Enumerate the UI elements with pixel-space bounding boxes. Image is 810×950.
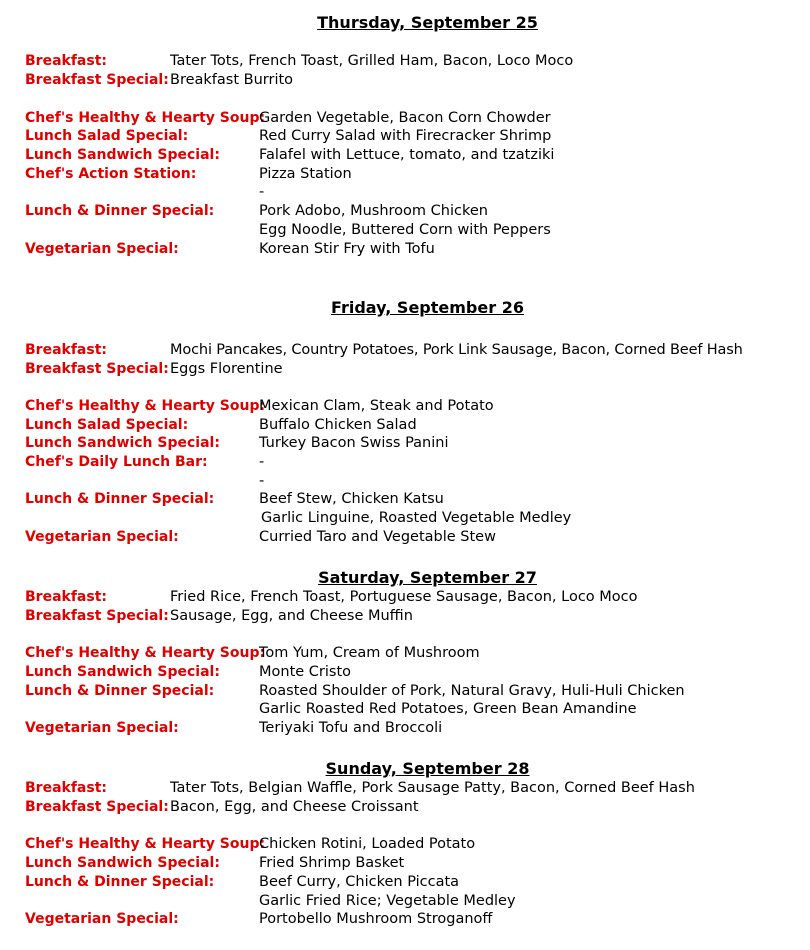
- soup-value: Chicken Rotini, Loaded Potato: [259, 836, 476, 852]
- sandwich-value: Fried Shrimp Basket: [259, 855, 405, 871]
- vegetarian-value: Korean Stir Fry with Tofu: [259, 241, 435, 257]
- salad-value: Red Curry Salad with Firecracker Shrimp: [259, 128, 552, 144]
- station-label: Chef's Action Station:: [25, 166, 197, 182]
- soup-value: Garden Vegetable, Bacon Corn Chowder: [259, 110, 551, 126]
- lunch-dinner-value: Beef Stew, Chicken Katsu: [259, 491, 444, 507]
- sandwich-value: Falafel with Lettuce, tomato, and tzatziki: [259, 147, 555, 163]
- vegetarian-value: Teriyaki Tofu and Broccoli: [259, 720, 443, 736]
- sandwich-value: Turkey Bacon Swiss Panini: [259, 435, 449, 451]
- sandwich-label: Lunch Sandwich Special:: [25, 147, 220, 163]
- sandwich-label: Lunch Sandwich Special:: [25, 664, 220, 680]
- lunch-dinner-label: Lunch & Dinner Special:: [25, 683, 215, 699]
- soup-label: Chef's Healthy & Hearty Soup:: [25, 398, 266, 414]
- vegetarian-value: Curried Taro and Vegetable Stew: [259, 529, 496, 545]
- breakfast-special-value: Breakfast Burrito: [170, 72, 294, 88]
- vegetarian-label: Vegetarian Special:: [25, 241, 179, 257]
- day-title: Saturday, September 27: [318, 568, 537, 587]
- vegetarian-label: Vegetarian Special:: [25, 911, 179, 927]
- soup-value: Mexican Clam, Steak and Potato: [259, 398, 494, 414]
- day-title: Thursday, September 25: [317, 13, 538, 32]
- lunch-bar-value: -: [259, 454, 265, 470]
- breakfast-special-label: Breakfast Special:: [25, 799, 169, 815]
- breakfast-special-value: Sausage, Egg, and Cheese Muffin: [170, 608, 413, 624]
- breakfast-value: Fried Rice, French Toast, Portuguese Sausage, Bacon, Loco Moco: [170, 589, 638, 605]
- day-title: Friday, September 26: [331, 298, 524, 317]
- lunch-dinner-value-2: Garlic Fried Rice; Vegetable Medley: [259, 893, 516, 909]
- breakfast-value: Tater Tots, French Toast, Grilled Ham, Bacon, Loco Moco: [170, 53, 574, 69]
- breakfast-label: Breakfast:: [25, 780, 107, 796]
- breakfast-special-label: Breakfast Special:: [25, 361, 169, 377]
- lunch-dinner-label: Lunch & Dinner Special:: [25, 874, 215, 890]
- lunch-bar-label: Chef's Daily Lunch Bar:: [25, 454, 208, 470]
- breakfast-special-value: Bacon, Egg, and Cheese Croissant: [170, 799, 419, 815]
- breakfast-label: Breakfast:: [25, 589, 107, 605]
- lunch-dinner-label: Lunch & Dinner Special:: [25, 203, 215, 219]
- breakfast-value: Tater Tots, Belgian Waffle, Pork Sausage Patty, Bacon, Corned Beef Hash: [170, 780, 695, 796]
- salad-label: Lunch Salad Special:: [25, 128, 189, 144]
- day-title: Sunday, September 28: [325, 759, 530, 778]
- breakfast-value: Mochi Pancakes, Country Potatoes, Pork Link Sausage, Bacon, Corned Beef Hash: [170, 342, 743, 358]
- vegetarian-value: Portobello Mushroom Stroganoff: [259, 911, 493, 927]
- soup-label: Chef's Healthy & Hearty Soup:: [25, 645, 266, 661]
- lunch-dinner-label: Lunch & Dinner Special:: [25, 491, 215, 507]
- vegetarian-label: Vegetarian Special:: [25, 529, 179, 545]
- breakfast-label: Breakfast:: [25, 53, 107, 69]
- lunch-dinner-value-2: Garlic Roasted Red Potatoes, Green Bean Amandine: [259, 701, 637, 717]
- vegetarian-label: Vegetarian Special:: [25, 720, 179, 736]
- lunch-dinner-value-2: Garlic Linguine, Roasted Vegetable Medley: [261, 510, 572, 526]
- lunch-dinner-value: Beef Curry, Chicken Piccata: [259, 874, 460, 890]
- soup-value: Tom Yum, Cream of Mushroom: [259, 645, 480, 661]
- soup-label: Chef's Healthy & Hearty Soup:: [25, 836, 266, 852]
- lunch-dinner-value: Pork Adobo, Mushroom Chicken: [259, 203, 488, 219]
- dash-value: -: [259, 473, 265, 489]
- sandwich-value: Monte Cristo: [259, 664, 352, 680]
- lunch-dinner-value: Roasted Shoulder of Pork, Natural Gravy, Huli-Huli Chicken: [259, 683, 685, 699]
- soup-label: Chef's Healthy & Hearty Soup:: [25, 110, 266, 126]
- salad-label: Lunch Salad Special:: [25, 417, 189, 433]
- sandwich-label: Lunch Sandwich Special:: [25, 855, 220, 871]
- station-value: Pizza Station: [259, 166, 352, 182]
- breakfast-label: Breakfast:: [25, 342, 107, 358]
- lunch-dinner-value-2: Egg Noodle, Buttered Corn with Peppers: [259, 222, 551, 238]
- breakfast-special-value: Eggs Florentine: [170, 361, 283, 377]
- breakfast-special-label: Breakfast Special:: [25, 608, 169, 624]
- sandwich-label: Lunch Sandwich Special:: [25, 435, 220, 451]
- salad-value: Buffalo Chicken Salad: [259, 417, 417, 433]
- dash-value: -: [259, 184, 265, 200]
- breakfast-special-label: Breakfast Special:: [25, 72, 169, 88]
